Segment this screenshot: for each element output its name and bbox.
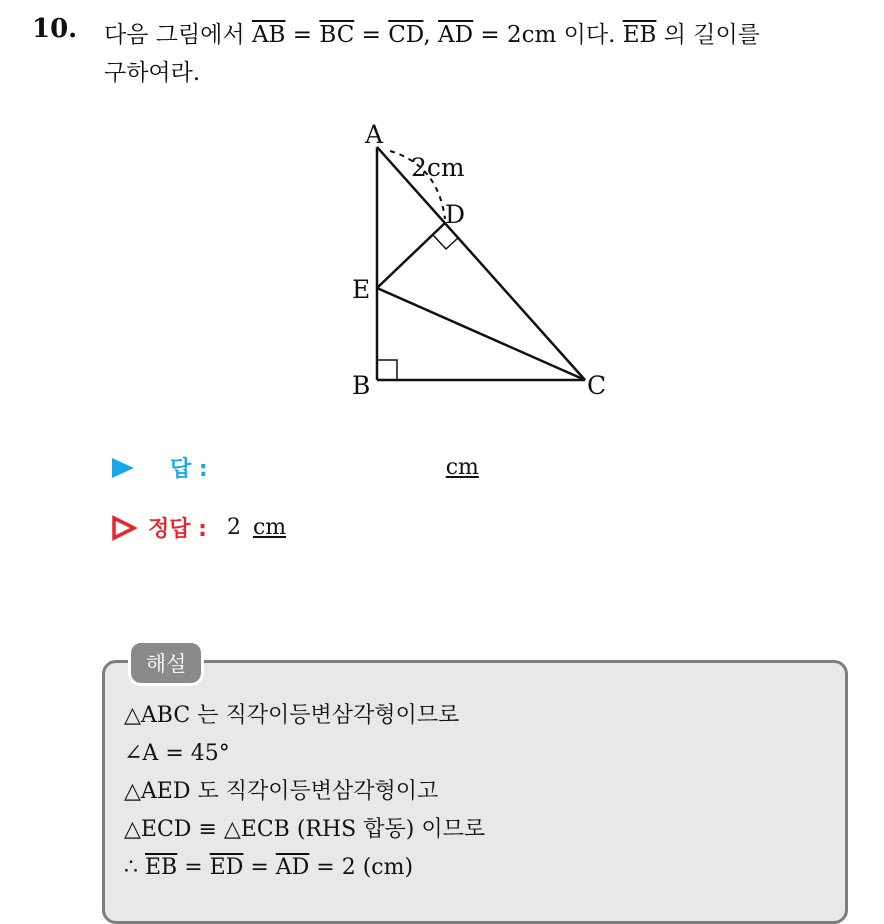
explanation-line-1: △ABC 는 직각이등변삼각형이므로	[124, 703, 460, 728]
edge-ac	[377, 147, 585, 380]
explanation-line-2: ∠A = 45°	[124, 741, 230, 766]
exp-segment-ed: $\overline{ED}$	[209, 855, 244, 880]
correct-label: 정답 :	[148, 517, 207, 542]
question-text-a: 다음 그림에서	[104, 22, 252, 48]
question-text-c: 의 길이를	[656, 22, 760, 48]
exp-equals-2: =	[243, 855, 276, 880]
segment-eb: $\overline{EB}$	[622, 22, 657, 48]
explanation-line-4: △ECD ≡ △ECB (RHS 합동) 이므로	[124, 817, 486, 842]
label-c: C	[587, 371, 607, 400]
answer-unit: cm	[445, 455, 479, 480]
exp-equals-1: =	[177, 855, 210, 880]
question-text-line2: 구하여라.	[104, 60, 201, 86]
segment-cd: $\overline{CD}$	[388, 22, 424, 48]
equals-2: =	[354, 22, 389, 48]
triangle-figure	[330, 115, 630, 415]
explanation-line-3: △AED 도 직각이등변삼각형이고	[124, 779, 439, 804]
exp-segment-eb: $\overline{EB}$	[145, 855, 178, 880]
explanation-tab: 해설	[128, 640, 204, 686]
equals-1: =	[285, 22, 320, 48]
exp-result: = 2 (cm)	[309, 855, 414, 880]
outline-arrow-icon	[110, 514, 138, 542]
label-length: 2cm	[411, 153, 465, 182]
correct-answer-row	[110, 512, 286, 543]
answer-row	[110, 452, 479, 483]
question-text	[104, 16, 874, 92]
right-angle-d	[433, 235, 459, 249]
answer-label: 답 :	[170, 457, 208, 482]
explanation-line-5	[124, 849, 485, 887]
question-number: 10.	[32, 14, 78, 44]
label-a: A	[365, 120, 384, 149]
exp-segment-ad: $\overline{AD}$	[275, 855, 310, 880]
segment-bc: $\overline{BC}$	[319, 22, 355, 48]
label-e: E	[352, 275, 371, 304]
play-arrow-icon	[110, 456, 136, 480]
correct-unit: cm	[252, 515, 287, 540]
question-text-b: = 2cm 이다.	[473, 22, 623, 48]
correct-value: 2	[226, 515, 241, 540]
right-angle-b	[377, 360, 397, 380]
edge-ec	[377, 288, 585, 380]
label-d: D	[445, 200, 466, 229]
comma: ,	[423, 22, 439, 48]
explanation-lines	[124, 697, 485, 887]
segment-ab: $\overline{AB}$	[251, 22, 286, 48]
edge-ed	[377, 223, 445, 288]
therefore-prefix: ∴	[124, 855, 145, 880]
label-b: B	[352, 371, 371, 400]
segment-ad: $\overline{AD}$	[438, 22, 474, 48]
